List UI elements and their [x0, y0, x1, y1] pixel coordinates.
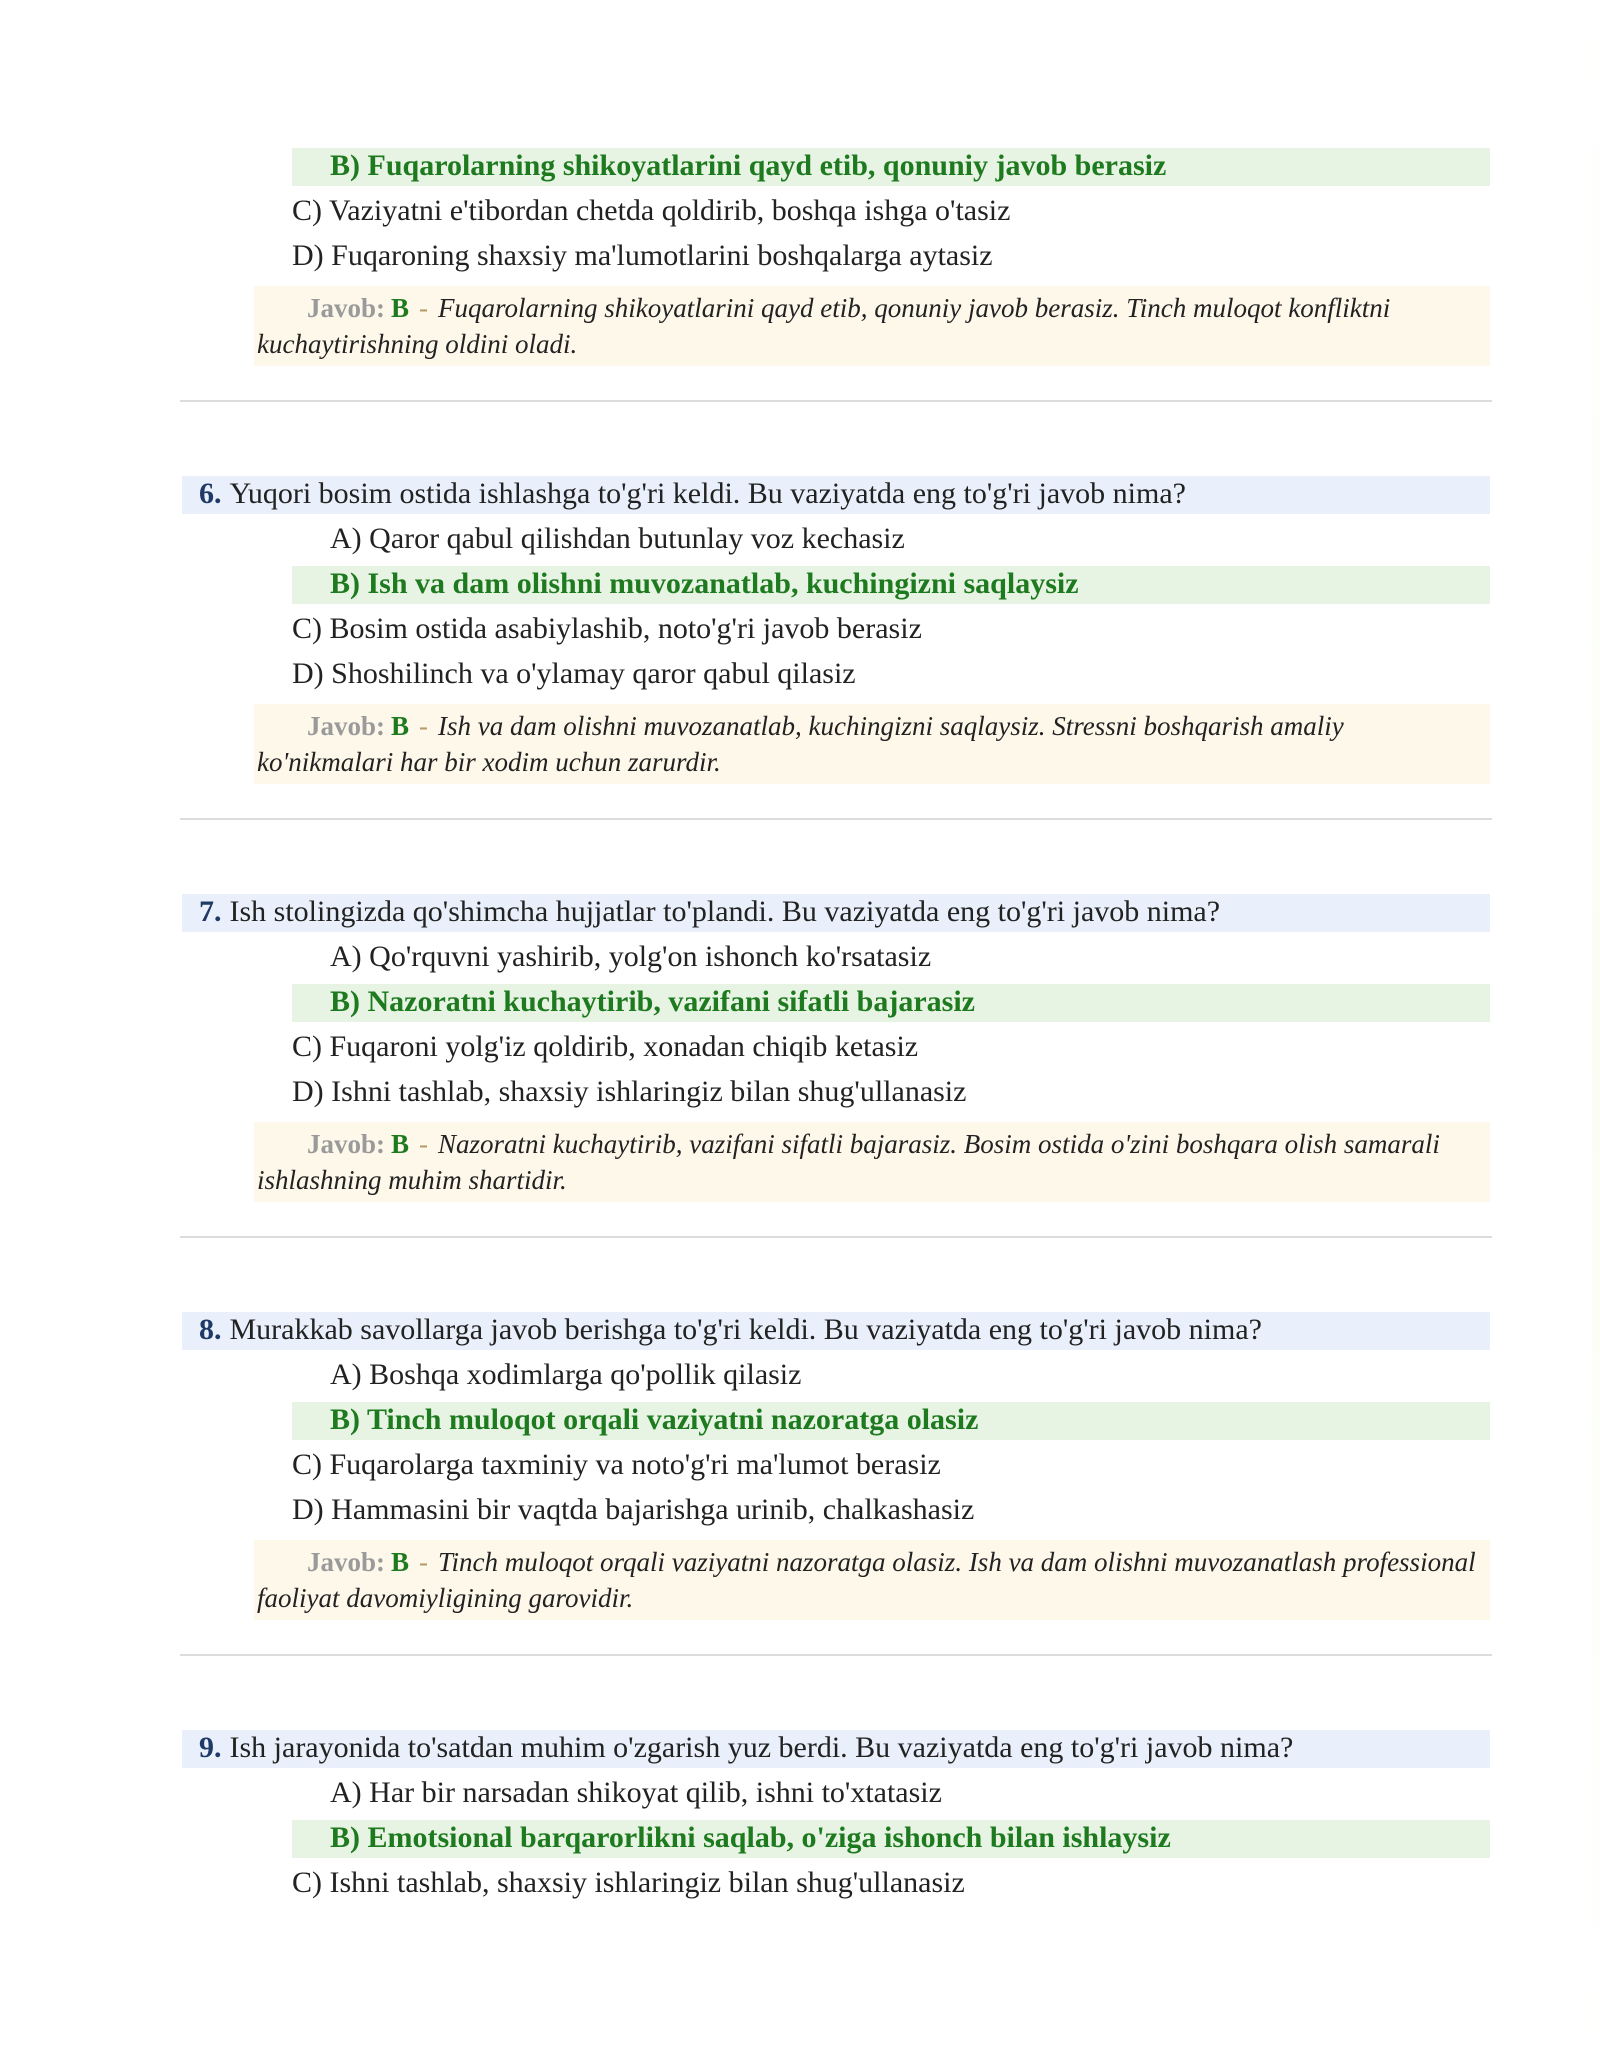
option-c: C) Ishni tashlab, shaxsiy ishlaringiz bilan shug'ullanasiz: [292, 1866, 965, 1899]
option-d: D) Ishni tashlab, shaxsiy ishlaringiz bilan shug'ullanasiz: [292, 1075, 967, 1108]
answer-letter: B: [391, 1129, 410, 1159]
question-text-row: [182, 476, 1490, 514]
question-text: Ish jarayonida to'satdan muhim o'zgarish yuz berdi. Bu vaziyatda eng to'g'ri javob nima?: [229, 1731, 1294, 1764]
answer-letter: B: [391, 293, 410, 323]
answer-label: Javob:: [307, 711, 386, 741]
option-c: C) Bosim ostida asabiylashib, noto'g'ri javob berasiz: [292, 612, 922, 645]
answer-box: [254, 286, 1490, 366]
option-b-correct: B) Emotsional barqarorlikni saqlab, o'ziga ishonch bilan ishlaysiz: [292, 1820, 1490, 1858]
answer-box: [254, 704, 1490, 784]
answer-dash: -: [419, 1129, 429, 1159]
option-a: A) Har bir narsadan shikoyat qilib, ishni to'xtatasiz: [330, 1776, 942, 1809]
option-d: D) Shoshilinch va o'ylamay qaror qabul qilasiz: [292, 657, 856, 690]
option-a: A) Boshqa xodimlarga qo'pollik qilasiz: [330, 1358, 802, 1391]
option-b-correct: B) Tinch muloqot orqali vaziyatni nazoratga olasiz: [292, 1402, 1490, 1440]
question-text: Murakkab savollarga javob berishga to'g'ri keldi. Bu vaziyatda eng to'g'ri javob nima?: [229, 1313, 1262, 1346]
separator: [180, 1236, 1492, 1238]
separator: [180, 400, 1492, 402]
answer-letter: B: [391, 711, 410, 741]
option-c: C) Fuqarolarga taxminiy va noto'g'ri ma'lumot berasiz: [292, 1448, 941, 1481]
question-text-row: [182, 894, 1490, 932]
answer-text: Fuqarolarning shikoyatlarini qayd etib, qonuniy javob berasiz. Tinch muloqot konfliktni kuchaytirishning oldini oladi.: [257, 293, 1391, 359]
option-d: D) Hammasini bir vaqtda bajarishga urinib, chalkashasiz: [292, 1493, 975, 1526]
answer-dash: -: [419, 1547, 429, 1577]
option-c: C) Vaziyatni e'tibordan chetda qoldirib, boshqa ishga o'tasiz: [292, 194, 1011, 227]
question-number: 9.: [199, 1731, 222, 1764]
answer-text: Tinch muloqot orqali vaziyatni nazoratga olasiz. Ish va dam olishni muvozanatlash professional faoliyat davomiyligining garovidir.: [257, 1547, 1476, 1613]
answer-dash: -: [419, 711, 429, 741]
page-edge-tint: [1592, 0, 1600, 2070]
answer-text: Nazoratni kuchaytirib, vazifani sifatli bajarasiz. Bosim ostida o'zini boshqara olish samarali ishlashning muhim shartidir.: [257, 1129, 1440, 1195]
option-d: D) Fuqaroning shaxsiy ma'lumotlarini boshqalarga aytasiz: [292, 239, 993, 272]
answer-text: Ish va dam olishni muvozanatlab, kuchingizni saqlaysiz. Stressni boshqarish amaliy ko'nikmalari har bir xodim uchun zarurdir.: [257, 711, 1344, 777]
question-text: Ish stolingizda qo'shimcha hujjatlar to'plandi. Bu vaziyatda eng to'g'ri javob nima?: [229, 895, 1221, 928]
answer-dash: -: [419, 293, 429, 323]
separator: [180, 818, 1492, 820]
option-a: A) Qaror qabul qilishdan butunlay voz kechasiz: [330, 522, 905, 555]
question-text-row: [182, 1730, 1490, 1768]
option-c: C) Fuqaroni yolg'iz qoldirib, xonadan chiqib ketasiz: [292, 1030, 919, 1063]
question-number: 8.: [199, 1313, 222, 1346]
option-b-correct: B) Nazoratni kuchaytirib, vazifani sifatli bajarasiz: [292, 984, 1490, 1022]
option-b-correct: B) Fuqarolarning shikoyatlarini qayd etib, qonuniy javob berasiz: [292, 148, 1490, 186]
answer-label: Javob:: [307, 1547, 386, 1577]
answer-box: [254, 1540, 1490, 1620]
answer-label: Javob:: [307, 1129, 386, 1159]
answer-box: [254, 1122, 1490, 1202]
separator: [180, 1654, 1492, 1656]
option-b-correct: B) Ish va dam olishni muvozanatlab, kuchingizni saqlaysiz: [292, 566, 1490, 604]
answer-letter: B: [391, 1547, 410, 1577]
question-text: Yuqori bosim ostida ishlashga to'g'ri keldi. Bu vaziyatda eng to'g'ri javob nima?: [229, 477, 1186, 510]
question-number: 7.: [199, 895, 222, 928]
question-text-row: [182, 1312, 1490, 1350]
option-a: A) Qo'rquvni yashirib, yolg'on ishonch ko'rsatasiz: [330, 940, 932, 973]
answer-label: Javob:: [307, 293, 386, 323]
question-number: 6.: [199, 477, 222, 510]
